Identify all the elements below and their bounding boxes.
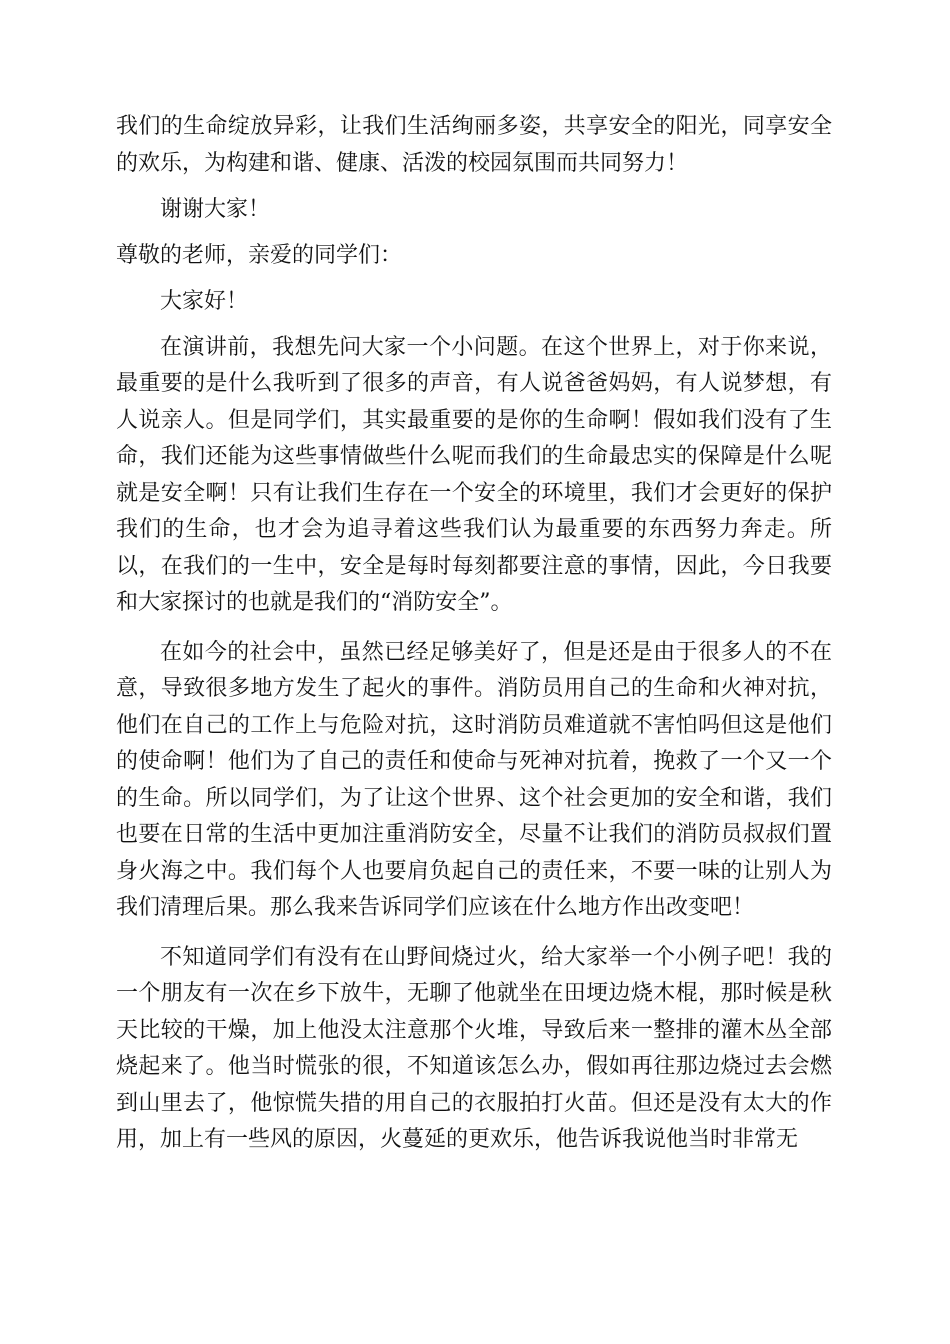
- paragraph-salutation: 尊敬的老师，亲爱的同学们：: [116, 242, 403, 268]
- paragraph-intro: 在演讲前，我想先问大家一个小问题。在这个世界上，对于你来说，最重要的是什么我听到了很多的声音，有人说爸爸妈妈，有人说梦想，有人说亲人。但是同学们，其实最重要的是你的生命啊！假如我们没有了生命，我们还能为这些事情做些什么呢而我们的生命最忠实的保障是什么呢就是安全啊！只有让我们生存在一个安全的环境里，我们才会更好的保护我们的生命，也才会为追寻着这些我们认为最重要的东西努力奔走。所以，在我们的一生中，安全是每时每刻都要注意的事情，因此，今日我要和大家探讨的也就是我们的“消防安全”。: [116, 334, 832, 615]
- paragraph-firefighters: 在如今的社会中，虽然已经足够美好了，但是还是由于很多人的不在意，导致很多地方发生了起火的事件。消防员用自己的生命和火神对抗，他们在自己的工作上与危险对抗，这时消防员难道就不害怕吗但这是他们的使命啊！他们为了自己的责任和使命与死神对抗着，挽救了一个又一个的生命。所以同学们，为了让这个世界、这个社会更加的安全和谐，我们也要在日常的生活中更加注重消防安全，尽量不让我们的消防员叔叔们置身火海之中。我们每个人也要肩负起自己的责任来，不要一味的让别人为我们清理后果。那么我来告诉同学们应该在什么地方作出改变吧！: [116, 639, 832, 920]
- paragraph-thanks: 谢谢大家！: [160, 197, 271, 222]
- paragraph-greeting: 大家好！: [160, 289, 249, 314]
- paragraph-example: 不知道同学们有没有在山野间烧过火，给大家举一个小例子吧！我的一个朋友有一次在乡下放牛，无聊了他就坐在田埂边烧木棍，那时候是秋天比较的干燥，加上他没太注意那个火堆，导致后来一整排的灌木丛全部烧起来了。他当时慌张的很，不知道该怎么办，假如再往那边烧过去会燃到山里去了，他惊慌失措的用自己的衣服拍打火苗。但还是没有太大的作用，加上有一些风的原因，火蔓延的更欢乐，他告诉我说他当时非常无: [116, 944, 832, 1152]
- document-page: [116, 109, 832, 1159]
- paragraph-closing-wish: 我们的生命绽放异彩，让我们生活绚丽多姿，共享安全的阳光，同享安全的欢乐，为构建和谐、健康、活泼的校园氛围而共同努力！: [116, 114, 832, 176]
